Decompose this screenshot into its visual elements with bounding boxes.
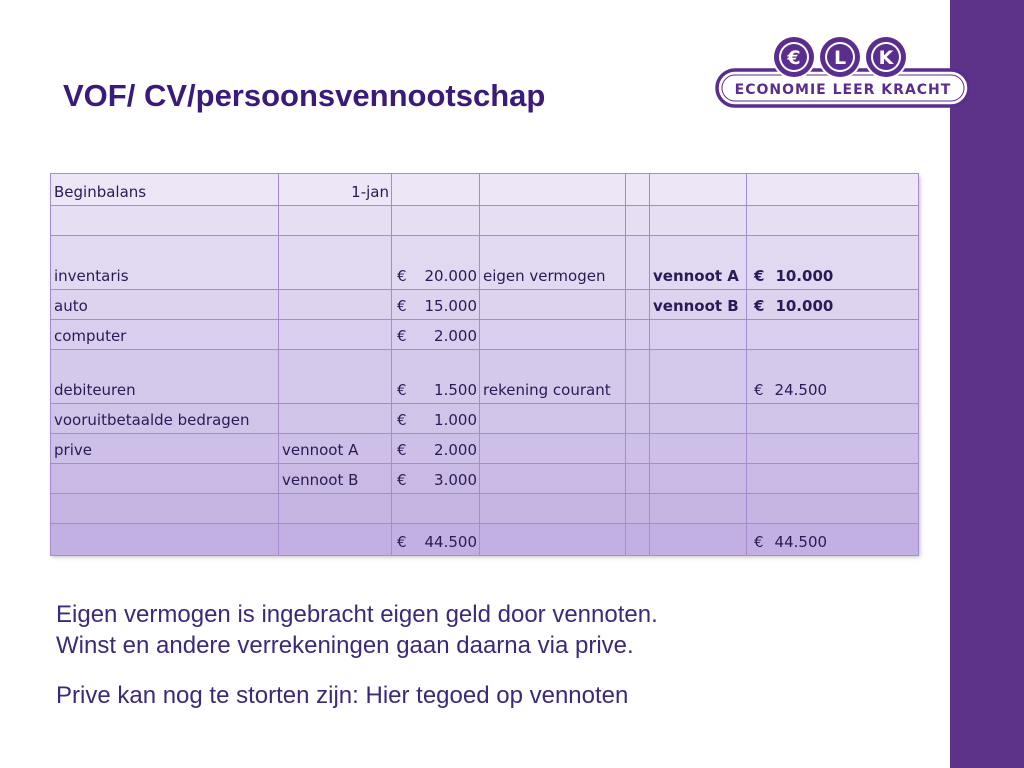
amount-value: 44.500 (774, 533, 828, 551)
table-cell (480, 404, 626, 434)
table-cell (51, 494, 279, 524)
currency-symbol: € (754, 533, 764, 551)
table-cell: computer (51, 320, 279, 350)
table-cell (650, 174, 747, 206)
table-cell: eigen vermogen (480, 236, 626, 290)
amount-value: 1.000 (434, 411, 477, 429)
table-cell (747, 290, 919, 320)
table-row (51, 434, 919, 464)
currency-symbol: € (397, 441, 407, 459)
table-cell (650, 320, 747, 350)
table-cell (650, 434, 747, 464)
currency-symbol: € (397, 533, 407, 551)
table-cell (392, 524, 480, 556)
table-cell (392, 434, 480, 464)
table-row (51, 320, 919, 350)
table-cell (626, 290, 650, 320)
table-cell (392, 320, 480, 350)
currency-symbol: € (397, 327, 407, 345)
table-row (51, 404, 919, 434)
table-cell: vennoot B (279, 464, 392, 494)
table-cell (626, 350, 650, 404)
table-cell: rekening courant (480, 350, 626, 404)
table-cell (279, 404, 392, 434)
table-row (51, 174, 919, 206)
explanation-line-1: Eigen vermogen is ingebracht eigen geld door vennoten. (56, 601, 658, 628)
amount-value: 20.000 (424, 267, 477, 285)
currency-symbol: € (397, 471, 407, 489)
table-cell (480, 206, 626, 236)
table-cell (279, 524, 392, 556)
table-cell (747, 350, 919, 404)
table-cell (392, 494, 480, 524)
table-cell (650, 524, 747, 556)
table-cell (747, 524, 919, 556)
table-cell (279, 494, 392, 524)
currency-symbol: € (754, 381, 764, 399)
table-cell (747, 236, 919, 290)
table-cell (480, 174, 626, 206)
table-row (51, 236, 919, 290)
table-cell (626, 524, 650, 556)
balance-table (50, 173, 919, 556)
currency-symbol: € (397, 267, 407, 285)
table-row (51, 206, 919, 236)
table-cell (279, 350, 392, 404)
table-cell (392, 464, 480, 494)
explanation-line-2: Winst en andere verrekeningen gaan daarna via prive. (56, 632, 634, 659)
table-cell (626, 206, 650, 236)
table-cell (392, 206, 480, 236)
table-cell (747, 494, 919, 524)
table-cell (626, 494, 650, 524)
amount-value: 2.000 (434, 327, 477, 345)
currency-symbol: € (397, 297, 407, 315)
table-cell (747, 434, 919, 464)
table-cell (51, 206, 279, 236)
table-cell (650, 464, 747, 494)
table-cell (392, 290, 480, 320)
table-cell (480, 464, 626, 494)
table-row (51, 464, 919, 494)
table-cell (747, 404, 919, 434)
table-cell: vooruitbetaalde bedragen (51, 404, 279, 434)
logo-letter-euro: € (787, 47, 801, 69)
elk-logo (714, 34, 972, 112)
amount-value: 2.000 (434, 441, 477, 459)
table-cell (747, 464, 919, 494)
table-cell (626, 236, 650, 290)
table-cell (51, 524, 279, 556)
table-cell (650, 206, 747, 236)
table-cell (51, 464, 279, 494)
table-cell (747, 206, 919, 236)
table-cell (626, 464, 650, 494)
balance-table-container (50, 173, 918, 554)
currency-symbol: € (397, 381, 407, 399)
table-cell: vennoot B (650, 290, 747, 320)
table-cell (747, 174, 919, 206)
currency-symbol: € (754, 297, 765, 315)
amount-value: 3.000 (434, 471, 477, 489)
amount-value: 15.000 (424, 297, 477, 315)
table-cell (650, 404, 747, 434)
table-cell (392, 236, 480, 290)
table-cell (279, 236, 392, 290)
amount-value: 1.500 (434, 381, 477, 399)
table-cell (279, 290, 392, 320)
table-cell (480, 290, 626, 320)
table-cell (626, 434, 650, 464)
table-cell: Beginbalans (51, 174, 279, 206)
side-bar (950, 0, 1024, 768)
table-cell (480, 320, 626, 350)
table-cell (626, 174, 650, 206)
table-cell (650, 494, 747, 524)
amount-value: 10.000 (775, 267, 834, 285)
table-cell (392, 350, 480, 404)
table-cell: auto (51, 290, 279, 320)
slide-title: VOF/ CV/persoonsvennootschap (63, 78, 546, 113)
logo-letter-l: L (833, 47, 847, 69)
table-row (51, 494, 919, 524)
table-cell: inventaris (51, 236, 279, 290)
table-cell: vennoot A (650, 236, 747, 290)
amount-value: 24.500 (774, 381, 828, 399)
table-cell (480, 494, 626, 524)
table-cell (392, 404, 480, 434)
logo-text: ECONOMIE LEER KRACHT (734, 82, 952, 98)
table-cell (480, 434, 626, 464)
table-cell: prive (51, 434, 279, 464)
table-cell (650, 350, 747, 404)
table-cell (480, 524, 626, 556)
currency-symbol: € (754, 267, 765, 285)
currency-symbol: € (397, 411, 407, 429)
table-cell (279, 320, 392, 350)
logo-letter-k: K (878, 47, 894, 69)
table-cell: 1-jan (279, 174, 392, 206)
table-cell (626, 320, 650, 350)
table-cell (279, 206, 392, 236)
table-cell (747, 320, 919, 350)
table-cell (392, 174, 480, 206)
amount-value: 10.000 (775, 297, 834, 315)
table-row (51, 350, 919, 404)
table-cell (626, 404, 650, 434)
explanation-line-3: Prive kan nog te storten zijn: Hier tegoed op vennoten (56, 682, 629, 709)
amount-value: 44.500 (424, 533, 477, 551)
table-cell: vennoot A (279, 434, 392, 464)
table-row (51, 290, 919, 320)
table-row (51, 524, 919, 556)
table-cell: debiteuren (51, 350, 279, 404)
